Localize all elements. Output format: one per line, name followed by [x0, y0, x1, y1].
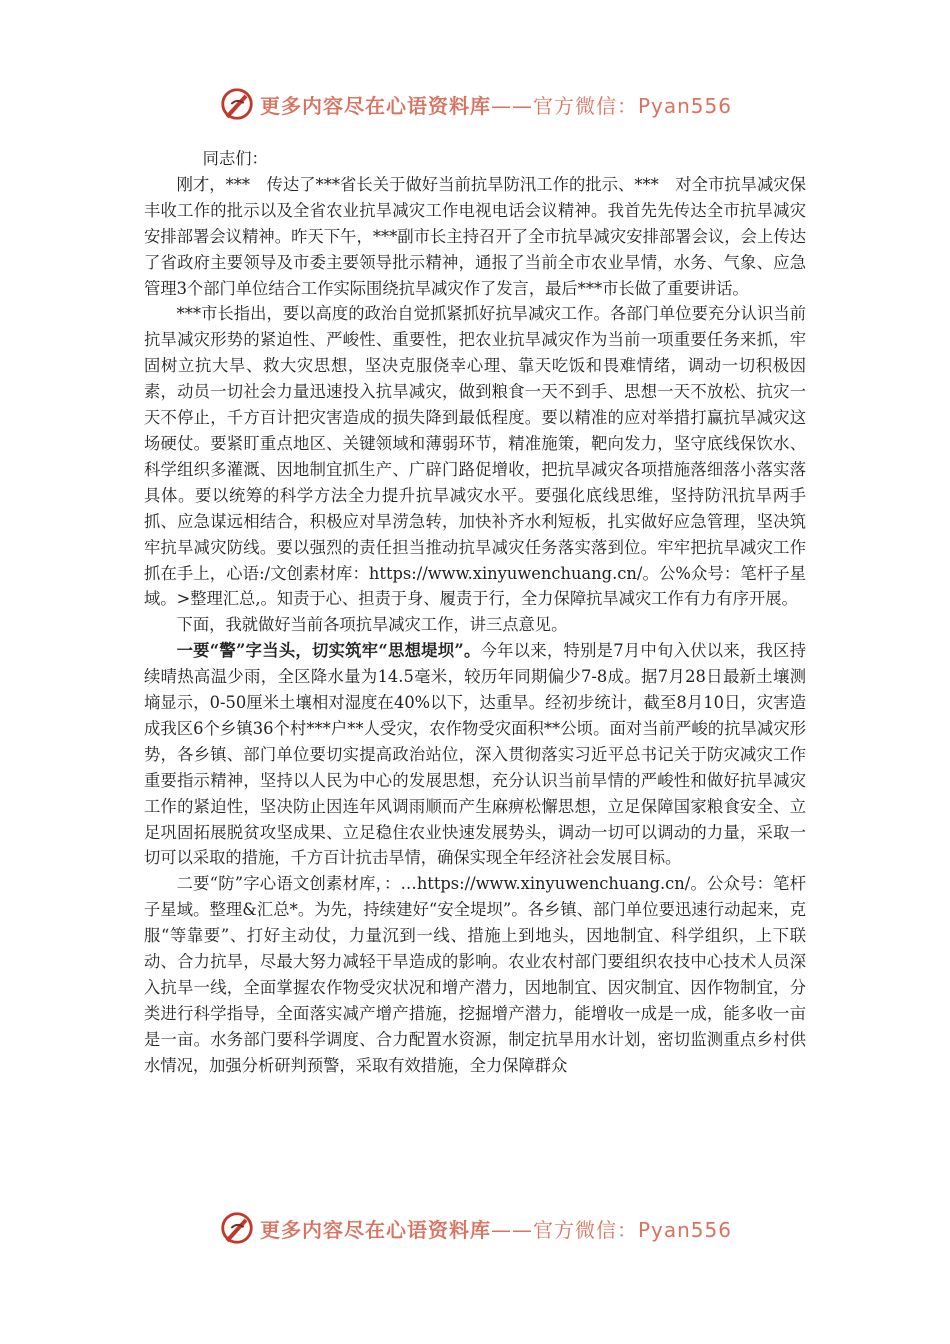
paragraph-2-body: 各部门单位要充分认识当前抗旱减灾形势的紧迫性、严峻性、重要性，把农业抗旱减灾作为当前一项重要任务来抓，牢固树立抗大旱、救大灾思想，坚决克服侥幸心理、靠天吃饭和畏难情绪，调动一切积极因素，动员一切社会力量迅速投入抗旱减灾，做到粮食一天不到手、思想一天不放松、抗灾一天不停止，千方百计把灾害造成的损失降到最低程度。要以精准的应对举措打赢抗旱减灾这场硬仗。要紧盯重点地区、关键领域和薄弱环节，精准施策，靶向发力，坚守底线保饮水、科学组织多灌溉、因地制宜抓生产、广辟门路促增收，把抗旱减灾各项措施落细落小落实落具体。要以统筹的科学方法全力提升抗旱减灾水平。要强化底线思维，坚持防汛抗旱两手抓、应急谋远相结合，积极应对旱涝急转，加快补齐水利短板，扎实做好应急管理，坚决筑牢抗旱减灾防线。要以强烈的责任担当推动抗旱减灾任务落实落到位。牢牢把抗旱减灾工作抓在手上，心语:/文创素材库：https://www.xinyuwenchuang.cn/。公%众号：笔杆子星域。>整理汇总,。知责于心、担责于身、履责于行，全力保障抗旱减灾工作有力有序开展。 [144, 304, 806, 609]
paragraph-5: 二要“防”字心语文创素材库，：…https://www.xinyuwenchuang.cn/。公众号：笔杆子星域。整理&汇总*。为先，持续建好“安全堤坝”。各乡镇、部门单位要迅速行动起来，克服“等靠要”、打好主动仗，力量沉到一线、措施上到地头，因地制宜、科学组织，上下联动、合力抗旱，尽最大努力减轻干旱造成的影响。农业农村部门要组织农技中心技术人员深入抗旱一线，全面掌握农作物受灾状况和增产潜力，因地制宜、因灾制宜、因作物制宜，分类进行科学指导，全面落实减产增产措施，挖掘增产潜力，能增收一成是一成，能多收一亩是一亩。水务部门要科学调度、合力配置水资源，制定抗旱用水计划，密切监测重点乡村供水情况，加强分析研判预警，采取有效措施，全力保障群众 [144, 874, 806, 1075]
banner-main-text: 更多内容尽在心语资料库 [259, 1217, 491, 1242]
paragraph-4 [144, 638, 806, 871]
brush-logo-icon [218, 85, 256, 123]
paragraph-3: 下面，我就做好当前各项抗旱减灾工作，讲三点意见。 [176, 615, 568, 635]
banner-text [260, 1214, 732, 1243]
paragraph-4-body: 今年以来，特别是7月中旬入伏以来，我区持续晴热高温少雨，全区降水量为14.5毫米，较历年同期偏少7-8成。据7月28日最新土壤测墒显示，0-50厘米土壤相对湿度在40%以下，达重旱。经初步统计，截至8月10日，灾害造成我区6个乡镇36个村***户**人受灾，农作物受灾面积**公顷。面对当前严峻的抗旱减灾形势，各乡镇、部门单位要切实提高政治站位，深入贯彻落实习近平总书记关于防灾减灾工作重要指示精神，坚持以人民为中心的发展思想，充分认识当前旱情的严峻性和做好抗旱减灾工作的紧迫性，坚决防止因连年风调雨顺而产生麻痹松懈思想，立足保障国家粮食安全、立足巩固拓展脱贫攻坚成果、立足稳住农业快速发展势头，调动一切可以调动的力量，采取一切可以采取的措施，千方百计抗击旱情，确保实现全年经济社会发展目标。 [144, 641, 806, 868]
banner-wechat-text: 官方微信：Pyan556 [532, 1217, 732, 1242]
paragraph-2-lead: ***市长指出，要以高度的政治自觉抓紧抓好抗旱减灾工作。 [176, 304, 610, 324]
footer-watermark-banner [0, 1208, 950, 1248]
paragraph-2 [144, 301, 806, 612]
paragraph-4-lead: 一要“警”字当头，切实筑牢“思想堤坝”。 [176, 641, 481, 661]
greeting: 同志们： [202, 149, 268, 168]
paragraph-1: 刚才，*** 传达了***省长关于做好当前抗旱防汛工作的批示、*** 对全市抗旱减灾保丰收工作的批示以及全省农业抗旱减灾工作电视电话会议精神。我首先先传达全市抗旱减灾安排部署会议精神。昨天下午，***副市长主持召开了全市抗旱减灾安排部署会议，会上传达了省政府主要领导及市委主要领导批示精神，通报了当前全市农业旱情，水务、气象、应急管理3个部门单位结合工作实际围绕抗旱减灾作了发言，最后***市长做了重要讲话。 [144, 174, 806, 298]
banner-wechat-text: 官方微信：Pyan556 [532, 93, 732, 118]
banner-dash: —— [490, 93, 533, 118]
banner-text [260, 90, 732, 119]
document-body [144, 146, 806, 1079]
banner-dash: —— [490, 1217, 533, 1242]
header-watermark-banner [0, 84, 950, 124]
brush-logo-icon [218, 1209, 256, 1247]
banner-main-text: 更多内容尽在心语资料库 [259, 93, 491, 118]
